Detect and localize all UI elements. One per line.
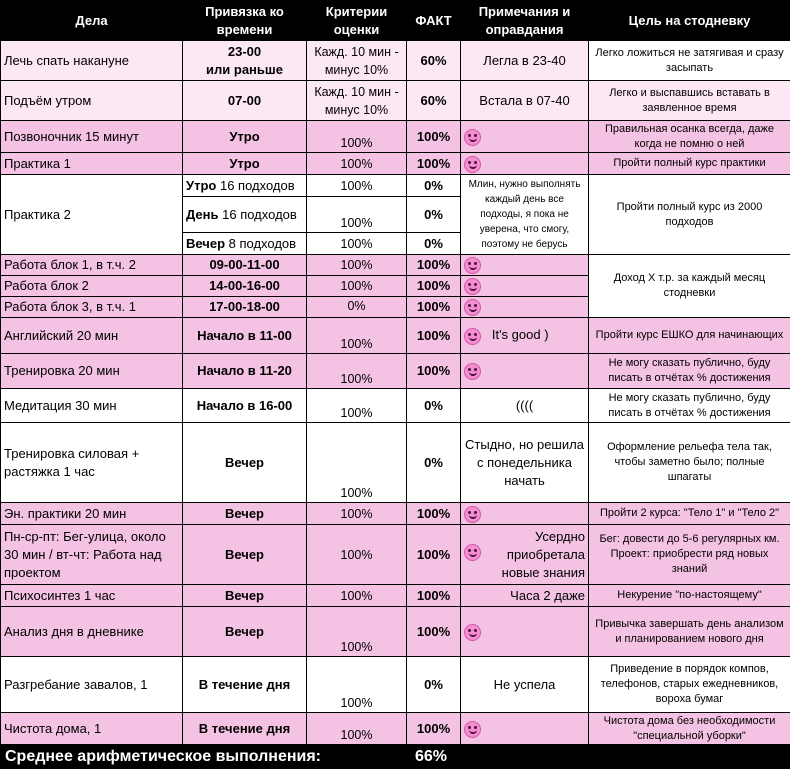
fact-cell: 0%: [407, 233, 461, 255]
criteria-cell: 100%: [307, 153, 407, 175]
criteria-cell: 100%: [307, 525, 407, 585]
note-cell: [461, 276, 589, 297]
goal-cell: Приведение в порядок компов, телефонов, старых ежедневников, вороха бумаг: [589, 657, 790, 713]
time-cell: Утро: [183, 121, 307, 153]
task-cell: Тренировка 20 мин: [1, 354, 183, 389]
goal-cell: Пройти курс ЕШКО для начинающих: [589, 318, 790, 354]
table-row: [1, 121, 790, 153]
fact-cell: 100%: [407, 255, 461, 276]
time-cell: 17-00-18-00: [183, 297, 307, 318]
goal-cell: Легко и выспавшись вставать в заявленное время: [589, 81, 790, 121]
criteria-cell: 100%: [307, 121, 407, 153]
time-line-2: или раньше: [206, 62, 283, 77]
criteria-cell: 100%: [307, 657, 407, 713]
note-text: It's good ): [492, 327, 549, 342]
fact-cell: 100%: [407, 585, 461, 607]
pink-smiley-icon: [464, 257, 481, 274]
time-cell: Начало в 16-00: [183, 389, 307, 423]
criteria-cell: 100%: [307, 197, 407, 233]
fact-cell: 100%: [407, 354, 461, 389]
header-criteria: Критерии оценки: [307, 1, 407, 41]
goal-cell: Легко ложиться не затягивая и сразу засыпать: [589, 41, 790, 81]
goal-cell: Пройти 2 курса: "Тело 1" и "Тело 2": [589, 503, 790, 525]
note-cell: [461, 297, 589, 318]
goal-cell: Пройти полный курс из 2000 подходов: [589, 175, 790, 255]
table-row: [1, 153, 790, 175]
criteria-cell: Кажд. 10 мин - минус 10%: [307, 41, 407, 81]
note-cell: Легла в 23-40: [461, 41, 589, 81]
task-cell: Подъём утром: [1, 81, 183, 121]
table-row: [1, 354, 790, 389]
criteria-cell: 100%: [307, 175, 407, 197]
criteria-cell: 100%: [307, 503, 407, 525]
note-cell: [461, 153, 589, 175]
fact-cell: 100%: [407, 525, 461, 585]
header-time: Привязка ко времени: [183, 1, 307, 41]
table-row: [1, 657, 790, 713]
time-detail: 16 подходов: [222, 207, 297, 222]
fact-cell: 100%: [407, 713, 461, 745]
goal-cell: Не могу сказать публично, буду писать в отчётах % достижения: [589, 389, 790, 423]
task-cell: Работа блок 2: [1, 276, 183, 297]
fact-cell: 0%: [407, 197, 461, 233]
fact-cell: 100%: [407, 121, 461, 153]
time-cell: Вечер: [183, 585, 307, 607]
table-row: [1, 713, 790, 745]
criteria-cell: 100%: [307, 354, 407, 389]
pink-smiley-icon: [464, 299, 481, 316]
task-cell: Пн-ср-пт: Бег-улица, около 30 мин / вт-чт: Работа над проектом: [1, 525, 183, 585]
task-cell: Лечь спать накануне: [1, 41, 183, 81]
table-row: [1, 525, 790, 585]
note-cell: Млин, нужно выполнять каждый день все подходы, я пока не уверена, что смогу, поэтому не берусь: [461, 175, 589, 255]
pink-smiley-icon: [464, 624, 481, 641]
table-row: [1, 255, 790, 276]
summary-value: 66%: [407, 745, 790, 769]
time-cell: 07-00: [183, 81, 307, 121]
time-cell: Начало в 11-20: [183, 354, 307, 389]
time-cell: Вечер: [183, 503, 307, 525]
criteria-cell: 0%: [307, 297, 407, 318]
summary-label: Среднее арифметическое выполнения:: [1, 745, 407, 769]
task-cell: Английский 20 мин: [1, 318, 183, 354]
header-notes: Примечания и оправдания: [461, 1, 589, 41]
goal-cell: Пройти полный курс практики: [589, 153, 790, 175]
time-cell: В течение дня: [183, 713, 307, 745]
summary-row: [1, 745, 790, 769]
pink-smiley-icon: [464, 721, 481, 738]
time-cell: [183, 41, 307, 81]
note-text: Усердно приобретала новые знания: [502, 529, 585, 580]
pink-smiley-icon: [464, 506, 481, 523]
header-tasks: Дела: [1, 1, 183, 41]
criteria-cell: 100%: [307, 423, 407, 503]
goal-cell: Правильная осанка всегда, даже когда не помню о ней: [589, 121, 790, 153]
criteria-cell: 100%: [307, 389, 407, 423]
table-row: [1, 585, 790, 607]
task-cell: Работа блок 1, в т.ч. 2: [1, 255, 183, 276]
goal-cell: Не могу сказать публично, буду писать в отчётах % достижения: [589, 354, 790, 389]
note-cell: Стыдно, но решила с понедельника начать: [461, 423, 589, 503]
task-cell: Тренировка силовая + растяжка 1 час: [1, 423, 183, 503]
header-fact: ФАКТ: [407, 1, 461, 41]
pink-smiley-icon: [464, 129, 481, 146]
note-cell: [461, 255, 589, 276]
time-cell: 14-00-16-00: [183, 276, 307, 297]
table-row: [1, 81, 790, 121]
time-label: Утро: [186, 178, 216, 193]
note-cell: Не успела: [461, 657, 589, 713]
note-cell: Часа 2 даже: [461, 585, 589, 607]
task-cell: Позвоночник 15 минут: [1, 121, 183, 153]
fact-cell: 100%: [407, 297, 461, 318]
goal-cell: Доход Х т.р. за каждый месяц стодневки: [589, 255, 790, 318]
fact-cell: 60%: [407, 81, 461, 121]
table-row: [1, 175, 790, 197]
criteria-cell: 100%: [307, 713, 407, 745]
goal-cell: Оформление рельефа тела так, чтобы заметно было; полные шпагаты: [589, 423, 790, 503]
task-cell: Практика 2: [1, 175, 183, 255]
time-detail: 8 подходов: [229, 236, 296, 251]
fact-cell: 100%: [407, 503, 461, 525]
time-cell: Начало в 11-00: [183, 318, 307, 354]
task-cell: Разгребание завалов, 1: [1, 657, 183, 713]
pink-smiley-icon: [464, 278, 481, 295]
table-row: [1, 607, 790, 657]
time-cell: В течение дня: [183, 657, 307, 713]
goal-cell: Чистота дома без необходимости "специальной уборки": [589, 713, 790, 745]
criteria-cell: 100%: [307, 318, 407, 354]
criteria-cell: 100%: [307, 607, 407, 657]
criteria-cell: Кажд. 10 мин - минус 10%: [307, 81, 407, 121]
fact-cell: 0%: [407, 389, 461, 423]
table-row: [1, 389, 790, 423]
header-row: [1, 1, 790, 41]
note-cell: [461, 503, 589, 525]
pink-smiley-icon: [464, 156, 481, 173]
fact-cell: 100%: [407, 318, 461, 354]
time-label: День: [186, 207, 219, 222]
header-goal: Цель на стодневку: [589, 1, 790, 41]
time-cell: [183, 197, 307, 233]
pink-smiley-icon: [464, 363, 481, 380]
fact-cell: 0%: [407, 657, 461, 713]
time-cell: [183, 233, 307, 255]
criteria-cell: 100%: [307, 233, 407, 255]
task-cell: Практика 1: [1, 153, 183, 175]
criteria-cell: 100%: [307, 255, 407, 276]
goal-cell: Привычка завершать день анализом и планированием нового дня: [589, 607, 790, 657]
table-row: [1, 423, 790, 503]
time-line-1: 23-00: [228, 44, 261, 59]
note-cell: [461, 318, 589, 354]
fact-cell: 100%: [407, 607, 461, 657]
table-row: [1, 318, 790, 354]
fact-cell: 100%: [407, 276, 461, 297]
note-cell: [461, 713, 589, 745]
time-cell: [183, 175, 307, 197]
fact-cell: 60%: [407, 41, 461, 81]
goal-cell: Некурение "по-настоящему": [589, 585, 790, 607]
time-cell: Вечер: [183, 423, 307, 503]
goal-cell: Бег: довести до 5-6 регулярных км. Проект: приобрести ряд новых знаний: [589, 525, 790, 585]
task-cell: Медитация 30 мин: [1, 389, 183, 423]
table-row: [1, 41, 790, 81]
note-cell: [461, 354, 589, 389]
task-cell: Чистота дома, 1: [1, 713, 183, 745]
time-cell: Утро: [183, 153, 307, 175]
fact-cell: 0%: [407, 423, 461, 503]
note-cell: [461, 525, 589, 585]
table-row: [1, 503, 790, 525]
time-cell: Вечер: [183, 607, 307, 657]
criteria-cell: 100%: [307, 276, 407, 297]
note-cell: [461, 607, 589, 657]
criteria-cell: 100%: [307, 585, 407, 607]
note-cell: Встала в 07-40: [461, 81, 589, 121]
task-cell: Работа блок 3, в т.ч. 1: [1, 297, 183, 318]
time-label: Вечер: [186, 236, 225, 251]
pink-smiley-icon: [464, 544, 481, 561]
task-cell: Анализ дня в дневнике: [1, 607, 183, 657]
fact-cell: 100%: [407, 153, 461, 175]
time-cell: 09-00-11-00: [183, 255, 307, 276]
task-cell: Эн. практики 20 мин: [1, 503, 183, 525]
pink-smiley-icon: [464, 328, 481, 345]
time-cell: Вечер: [183, 525, 307, 585]
note-cell: [461, 121, 589, 153]
task-cell: Психосинтез 1 час: [1, 585, 183, 607]
time-detail: 16 подходов: [220, 178, 295, 193]
fact-cell: 0%: [407, 175, 461, 197]
note-cell: ((((: [461, 389, 589, 423]
